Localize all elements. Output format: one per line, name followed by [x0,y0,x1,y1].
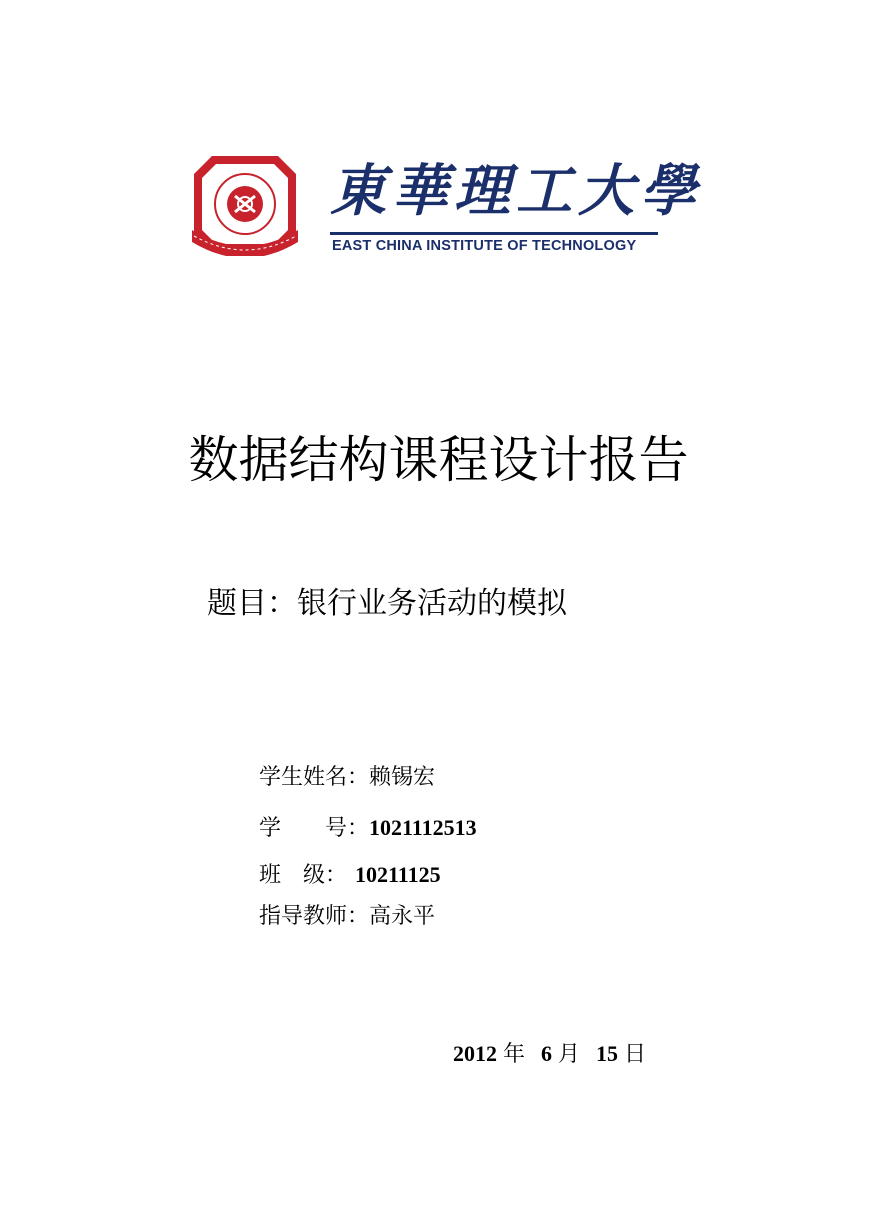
university-wordmark [330,156,702,256]
topic-value: 银行业务活动的模拟 [297,586,567,621]
student-name-label: 学生姓名： [259,765,370,790]
report-title: 数据结构课程设计报告 [188,431,689,489]
student-name-row [259,762,435,794]
university-logo [188,150,702,260]
university-name-en: EAST CHINA INSTITUTE OF TECHNOLOGY [332,238,637,254]
wordmark-divider [330,232,658,235]
report-date [453,1038,646,1071]
class-row [259,859,441,891]
date-year: 2012 [453,1041,497,1066]
teacher-value: 高永平 [369,904,436,929]
report-topic [207,582,567,626]
student-name-value: 赖锡宏 [369,765,436,790]
date-year-unit: 年 [503,1042,526,1067]
date-day-unit: 日 [624,1042,647,1067]
topic-label: 题目： [207,586,297,621]
university-seal-icon [190,152,300,256]
date-month-unit: 月 [558,1042,581,1067]
class-label: 班 级： [259,863,348,888]
class-value: 10211125 [355,862,441,887]
teacher-row [259,901,435,933]
date-month: 6 [541,1041,553,1066]
student-id-value: 1021112513 [369,815,477,840]
university-name-cn: 東華理工大學 [330,158,702,224]
date-day: 15 [596,1041,619,1066]
student-id-row [259,812,477,844]
teacher-label: 指导教师： [259,904,370,929]
student-id-label: 学 号： [259,816,370,841]
